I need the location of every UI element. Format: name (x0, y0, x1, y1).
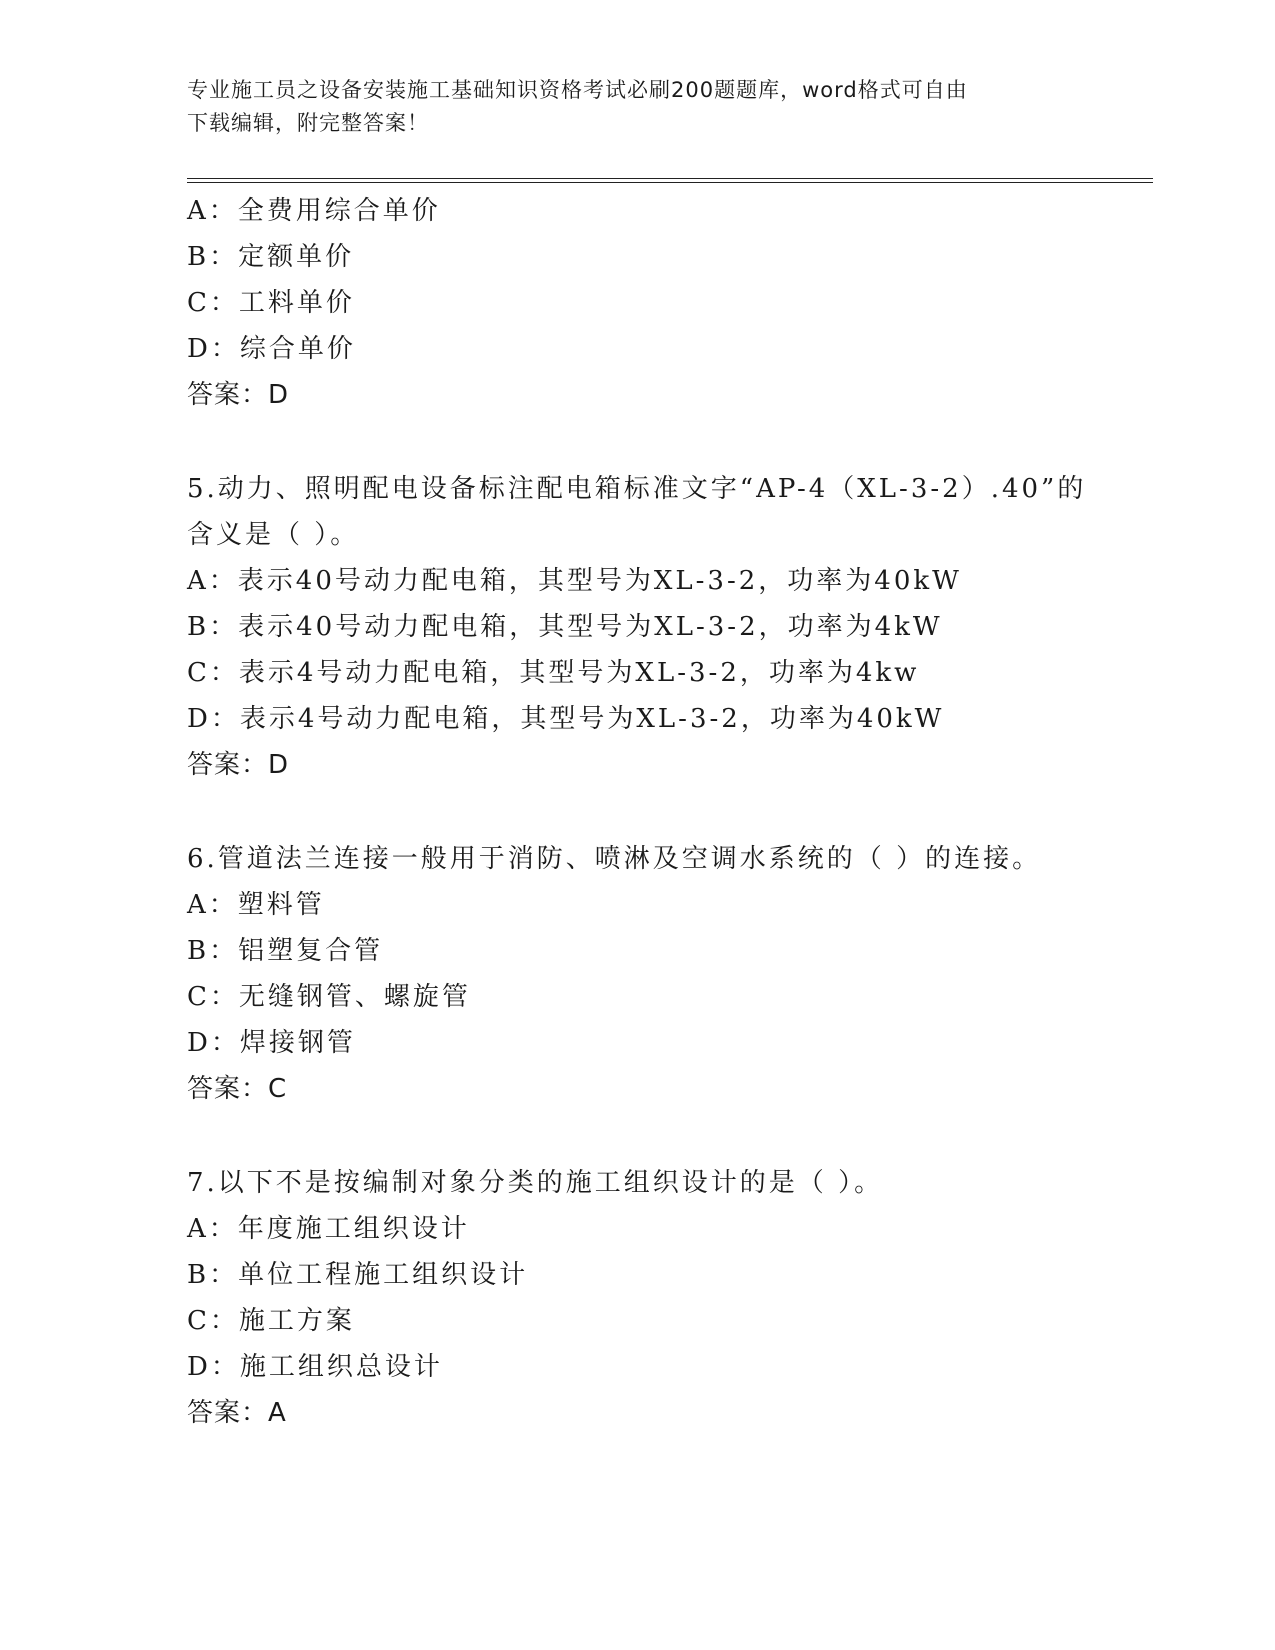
header-line-2: 下载编辑，附完整答案！ (187, 111, 429, 135)
answer-label: 答案： (187, 1398, 269, 1428)
header-line-1: 专业施工员之设备安装施工基础知识资格考试必刷200题题库，word格式可自由 (187, 78, 968, 102)
question-7 (187, 1160, 1153, 1436)
question-5 (187, 466, 1153, 788)
question-stem (187, 836, 1087, 882)
option-b: B：定额单价 (187, 242, 355, 272)
option-d: D：焊接钢管 (187, 1028, 356, 1058)
answer-value: A (268, 1398, 287, 1428)
answer-value: D (268, 380, 290, 410)
option-a: A：塑料管 (187, 890, 325, 920)
question-list (187, 188, 1153, 1436)
answer-line (187, 1066, 1153, 1112)
header-rule-top (187, 178, 1153, 179)
option-c: C：无缝钢管、螺旋管 (187, 982, 471, 1012)
option-d: D：表示4号动力配电箱，其型号为XL-3-2，功率为40kW (187, 704, 945, 734)
answer-label: 答案： (187, 750, 269, 780)
document-header (187, 74, 1067, 140)
question-4 (187, 188, 1153, 418)
answer-line (187, 372, 1153, 418)
option-d: D：施工组织总设计 (187, 1352, 443, 1382)
option-b: B：表示40号动力配电箱，其型号为XL-3-2，功率为4kW (187, 612, 943, 642)
question-stem-line-1: 6.管道法兰连接一般用于消防、喷淋及空调水系统的（ ）的连接。 (187, 844, 1042, 874)
question-6 (187, 836, 1153, 1112)
answer-label: 答案： (187, 380, 269, 410)
answer-line (187, 1390, 1153, 1436)
option-a: A：表示40号动力配电箱，其型号为XL-3-2，功率为40kW (187, 566, 962, 596)
question-stem-line-2: 含义是（ ）。 (187, 520, 360, 550)
answer-value: D (268, 750, 290, 780)
answer-line (187, 742, 1153, 788)
answer-value: C (268, 1074, 288, 1104)
question-stem (187, 1160, 1087, 1206)
header-rule-bottom (187, 182, 1153, 183)
option-c: C：工料单价 (187, 288, 355, 318)
option-a: A：全费用综合单价 (187, 196, 441, 226)
question-stem-line-1: 7.以下不是按编制对象分类的施工组织设计的是（ ）。 (187, 1168, 884, 1198)
option-c: C：表示4号动力配电箱，其型号为XL-3-2，功率为4kw (187, 658, 920, 688)
question-stem-line-1: 5.动力、照明配电设备标注配电箱标准文字“AP-4（XL-3-2）.40”的 (187, 474, 1087, 504)
option-d: D：综合单价 (187, 334, 356, 364)
option-a: A：年度施工组织设计 (187, 1214, 470, 1244)
question-stem (187, 466, 1087, 558)
option-c: C：施工方案 (187, 1306, 355, 1336)
option-b: B：单位工程施工组织设计 (187, 1260, 529, 1290)
answer-label: 答案： (187, 1074, 269, 1104)
option-b: B：铝塑复合管 (187, 936, 384, 966)
